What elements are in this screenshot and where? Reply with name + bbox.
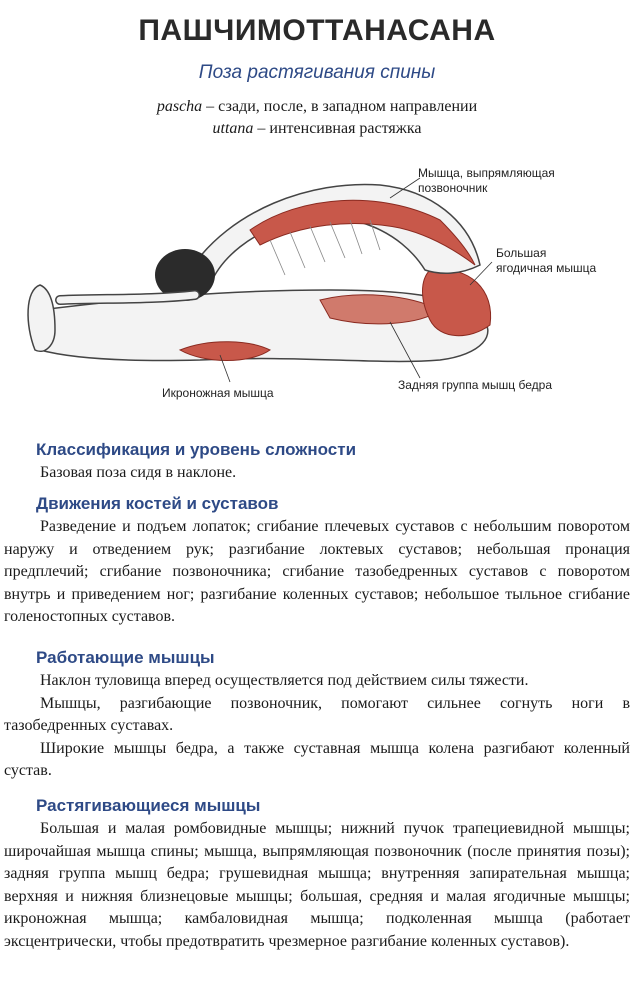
section-heading: Движения костей и суставов — [36, 494, 279, 513]
section-heading: Классификация и уровень сложности — [36, 440, 357, 459]
section-heading: Растягивающиеся мышцы — [36, 796, 261, 815]
section-working-muscles — [0, 646, 634, 783]
section-paragraph: Базовая поза сидя в наклоне. — [40, 464, 237, 481]
section-bone-joint-movements — [0, 492, 634, 629]
pose-subtitle: Поза растягивания спины — [198, 62, 436, 83]
feet — [28, 285, 55, 351]
anatomy-figure — [0, 150, 634, 420]
etymology-line-2 — [0, 120, 634, 138]
etymology-term: pascha — [156, 98, 203, 115]
etymology-meaning: – сзади, после, в западном направлении — [202, 98, 478, 115]
section-paragraph: Наклон туловища вперед осуществляется под действием силы тяжести. — [40, 672, 529, 689]
section-paragraph: Мышцы, разгибающие позвоночник, помогают сильнее согнуть ноги в тазобедренных суставах. — [4, 694, 630, 734]
erector-label: Мышца, выпрямляющая позвоночник — [418, 166, 555, 195]
etymology-line-1 — [0, 98, 634, 116]
page-title: ПАШЧИМОТТАНАСАНА — [138, 14, 496, 47]
calf-label: Икроножная мышца — [162, 386, 274, 400]
section-stretching-muscles — [0, 794, 634, 953]
section-paragraph: Широкие мышцы бедра, а также суставная мышца колена разгибают коленный сустав. — [4, 739, 630, 779]
section-heading: Работающие мышцы — [36, 648, 215, 667]
etymology-meaning: – интенсивная растяжка — [253, 120, 422, 137]
etymology-term: uttana — [212, 120, 254, 137]
hamstrings-label: Задняя группа мышц бедра — [398, 378, 553, 392]
section-paragraph: Разведение и подъем лопаток; сгибание плечевых суставов с небольшим поворотом наружу и отведением рук; разгибание локтевых суставов; небольшая пронация предплечий; сгибание позвоночника; сгибание тазобедренных суставов с поворотом внутрь и приведением ног; разгибание коленных суставов; небольшое тыльное сгибание голеностопных суставов. — [4, 518, 630, 625]
section-paragraph: Большая и малая ромбовидные мышцы; нижний пучок трапециевидной мышцы; широчайшая мышца спины; мышца, выпрямляющая позвоночник (после принятия позы); задняя группа мышц бедра; грушевидная мышца; внутренняя запирательная мышца; верхняя и нижняя близнецовые мышцы; большая, средняя и малая ягодичные мышцы; икроножная мышца; камбаловидная мышца; подколенная мышца (работает эксцентрически, чтобы предотвратить чрезмерное разгибание коленных суставов). — [4, 820, 630, 950]
gluteus-label: Большая ягодичная мышца — [496, 246, 597, 275]
section-classification — [0, 438, 634, 485]
